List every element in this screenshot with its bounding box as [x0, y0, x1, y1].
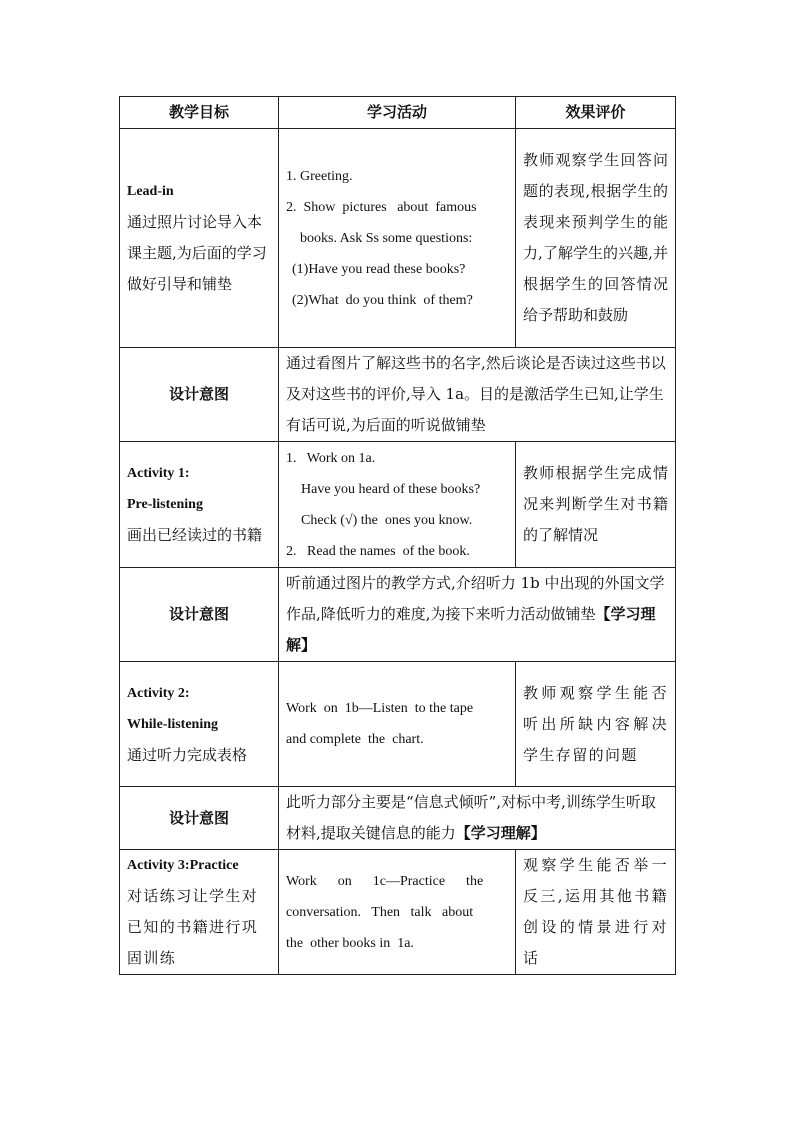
eval-cell: 教师根据学生完成情况来判断学生对书籍的了解情况 [516, 442, 676, 568]
activity-cell [279, 662, 516, 787]
activity-line: 2. Show pictures about famous [286, 199, 477, 215]
design-intent-cell [279, 568, 676, 662]
design-intent-text: 听前通过图片的教学方式,介绍听力 1b 中出现的外国文学作品,降低听力的难度,为接下来听力活动做铺垫 [286, 574, 665, 623]
activity-line: 1. Greeting. [286, 168, 353, 184]
goal-text: 通过听力完成表格 [127, 745, 248, 764]
goal-title: Activity 2: [127, 685, 190, 701]
table-header-row [120, 97, 676, 129]
activity-line: 2. Read the names of the book. [286, 543, 470, 559]
activity-cell [279, 442, 516, 568]
activity-line: Have you heard of these books? [301, 481, 481, 497]
design-intent-tag: 【学习理解】 [455, 824, 546, 842]
table-row [120, 662, 676, 787]
activity-line: Check (√) the ones you know. [301, 512, 473, 528]
table-row [120, 348, 676, 442]
activity-line: the other books in 1a. [286, 935, 414, 951]
eval-cell: 教师观察学生回答问题的表现,根据学生的表现来预判学生的能力,了解学生的兴趣,并根据学生的回答情况给予帮助和鼓励 [516, 129, 676, 348]
lesson-plan-table [119, 96, 676, 975]
activity-line: (1)Have you read these books? [292, 261, 466, 277]
activity-line: 1. Work on 1a. [286, 450, 376, 466]
design-intent-label: 设计意图 [120, 568, 279, 662]
design-intent-label: 设计意图 [120, 348, 279, 442]
design-intent-text: 通过看图片了解这些书的名字,然后谈论是否读过这些书以及对这些书的评价,导入 1a。目的是激活学生已知,让学生有话可说,为后面的听说做铺垫 [279, 348, 676, 442]
design-intent-label: 设计意图 [120, 787, 279, 850]
eval-cell: 观察学生能否举一反三,运用其他书籍创设的情景进行对话 [516, 850, 676, 975]
design-intent-tag: 【学习理解】 [286, 605, 656, 654]
activity-cell [279, 129, 516, 348]
table-row [120, 129, 676, 348]
table-row [120, 568, 676, 662]
header-eval: 效果评价 [516, 97, 676, 129]
goal-title: Activity 3:Practice [127, 858, 239, 873]
goal-title: Lead-in [127, 184, 174, 199]
goal-cell [120, 442, 279, 568]
activity-line: Work on 1c—Practice the [286, 873, 484, 889]
header-activity: 学习活动 [279, 97, 516, 129]
activity-line: (2)What do you think of them? [292, 292, 473, 308]
goal-text: 画出已经读过的书籍 [127, 526, 263, 544]
goal-cell [120, 129, 279, 348]
goal-subtitle: Pre-listening [127, 497, 203, 512]
goal-cell [120, 662, 279, 787]
goal-text: 对话练习让学生对已知的书籍进行巩固训练 [127, 887, 259, 967]
activity-line: conversation. Then talk about [286, 904, 474, 920]
design-intent-cell [279, 787, 676, 850]
activity-line: and complete the chart. [286, 732, 424, 747]
goal-cell [120, 850, 279, 975]
goal-subtitle: While-listening [127, 716, 219, 732]
table-row [120, 787, 676, 850]
activity-line: Work on 1b—Listen to the tape [286, 701, 474, 716]
design-intent-text: 此听力部分主要是“信息式倾听”,对标中考,训练学生听取材料,提取关键信息的能力 [286, 793, 656, 842]
header-goal: 教学目标 [120, 97, 279, 129]
table-row [120, 442, 676, 568]
activity-cell [279, 850, 516, 975]
activity-line: books. Ask Ss some questions: [300, 230, 473, 246]
goal-title: Activity 1: [127, 466, 190, 481]
table-row [120, 850, 676, 975]
eval-cell: 教师观察学生能否听出所缺内容解决学生存留的问题 [516, 662, 676, 787]
goal-text: 通过照片讨论导入本课主题,为后面的学习做好引导和铺垫 [127, 213, 267, 293]
